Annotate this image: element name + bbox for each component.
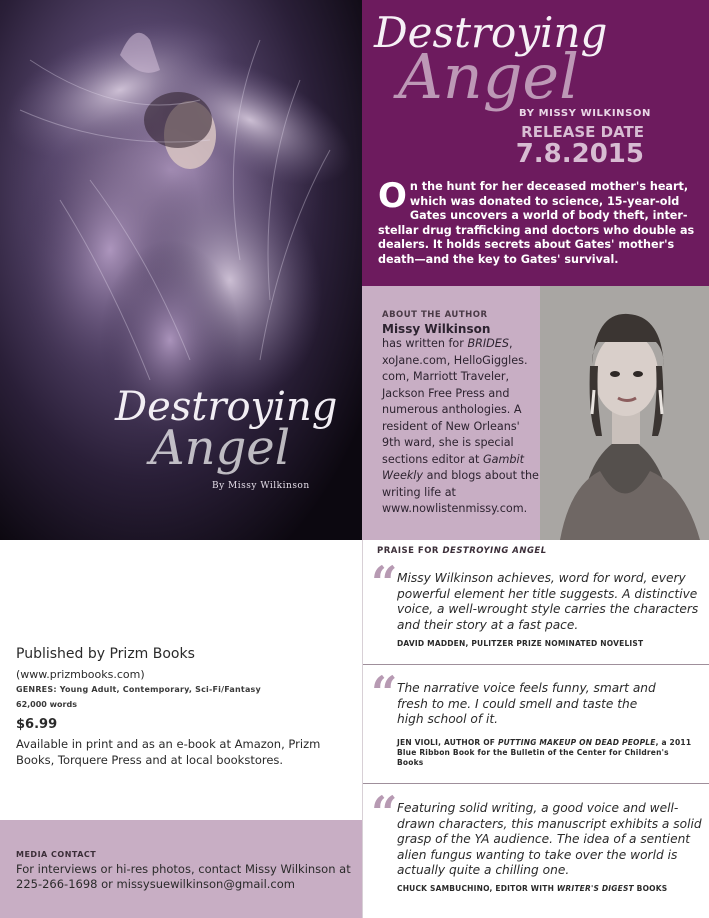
quote-source-prefix: CHUCK SAMBUCHINO, EDITOR WITH — [397, 884, 557, 893]
author-bio — [382, 336, 540, 518]
blurb-drop-cap: O — [378, 176, 407, 216]
praise-heading-title: DESTROYING ANGEL — [442, 546, 547, 556]
header-title-line1: Destroying — [374, 8, 608, 57]
quote-source-prefix: JEN VIOLI, AUTHOR OF — [397, 738, 498, 747]
author-name: Missy Wilkinson — [382, 322, 491, 336]
author-photo — [540, 286, 709, 540]
bio-brides: BRIDES — [467, 337, 509, 350]
quote-source-title: PUTTING MAKEUP ON DEAD PEOPLE — [497, 738, 656, 747]
release-date-label: RELEASE DATE — [521, 123, 644, 141]
quote-source-rest: BOOKS — [633, 884, 668, 893]
quote-mark-icon: “ — [371, 556, 398, 610]
cover-author: By Missy Wilkinson — [212, 481, 310, 491]
published-by: Published by Prizm Books — [16, 646, 195, 662]
praise-heading-prefix: PRAISE FOR — [377, 546, 443, 556]
price: $6.99 — [16, 717, 58, 732]
media-contact-text: For interviews or hi-res photos, contact Missy Wilkinson at 225-266-1698 or missysuewilkinson@gmail.com — [16, 862, 351, 891]
bio-gambit: Gambit Weekly — [382, 452, 524, 482]
availability: Available in print and as an e-book at Amazon, Prizm Books, Torquere Press and at local bookstores. — [16, 737, 321, 767]
publisher-info — [16, 646, 356, 768]
title-header-panel — [362, 0, 709, 286]
release-date-value: 7.8.2015 — [515, 139, 644, 169]
cover-title-line1: Destroying — [115, 384, 338, 430]
praise-heading — [377, 546, 547, 556]
quote-text: The narrative voice feels funny, smart and fresh to me. I could smell and taste the high school of it. — [397, 681, 656, 726]
cover-title-line2: Angel — [150, 420, 291, 476]
quote-mark-icon: “ — [371, 786, 398, 840]
author-portrait-illustration — [540, 286, 709, 540]
about-author-panel — [362, 286, 540, 540]
book-cover-image — [0, 0, 362, 540]
quote-mark-icon: “ — [371, 666, 398, 720]
media-contact-heading: MEDIA CONTACT — [16, 850, 97, 859]
genres: GENRES: Young Adult, Contemporary, Sci-Fi/Fantasy — [16, 685, 261, 694]
book-blurb — [378, 176, 703, 267]
quote-source-title: WRITER'S DIGEST — [556, 884, 634, 893]
quote-source — [397, 884, 697, 894]
bio-text-1: has written for — [382, 337, 468, 350]
praise-section — [362, 540, 709, 918]
quote-divider — [363, 783, 709, 784]
quote-source — [397, 738, 697, 768]
blurb-text: n the hunt for her deceased mother's heart, which was donated to science, 15-year-old Gates uncovers a world of body theft, inter-stellar drug trafficking and doctors who double as dealers. It holds secrets about Gates' mother's death—and the key to Gates' survival. — [378, 180, 695, 266]
quote-divider — [363, 664, 709, 665]
media-contact-panel — [0, 820, 362, 918]
quote-source-rest: , a 2011 Blue Ribbon Book for the Bulletin of the Center for Children's Books — [397, 738, 692, 767]
header-byline: BY MISSY WILKINSON — [519, 108, 651, 119]
quote-source: DAVID MADDEN, PULITZER PRIZE NOMINATED NOVELIST — [397, 639, 644, 648]
header-title-line2: Angel — [398, 40, 579, 113]
bio-text-2: , xoJane.com, HelloGiggles. com, Marriott Traveler, Jackson Free Press and numerous anthologies. A resident of New Orleans' 9th ward, she is special sections editor at — [382, 337, 528, 466]
quote-text: Missy Wilkinson achieves, word for word, every powerful element her title suggests. A distinctive voice, a well-wrought style carries the characters and their story at a fast pace. — [397, 571, 699, 632]
bio-text-3: and blogs about the writing life at www.nowlistenmissy.com. — [382, 469, 539, 515]
about-author-heading: ABOUT THE AUTHOR — [382, 310, 488, 320]
quote-text: Featuring solid writing, a good voice and well-drawn characters, this manuscript exhibits a solid grasp of the YA audience. The idea of a sentient alien fungus wanting to take over the world is actually quite a chilling one. — [397, 801, 702, 877]
publisher-url[interactable]: (www.prizmbooks.com) — [16, 668, 145, 681]
word-count: 62,000 words — [16, 700, 77, 709]
